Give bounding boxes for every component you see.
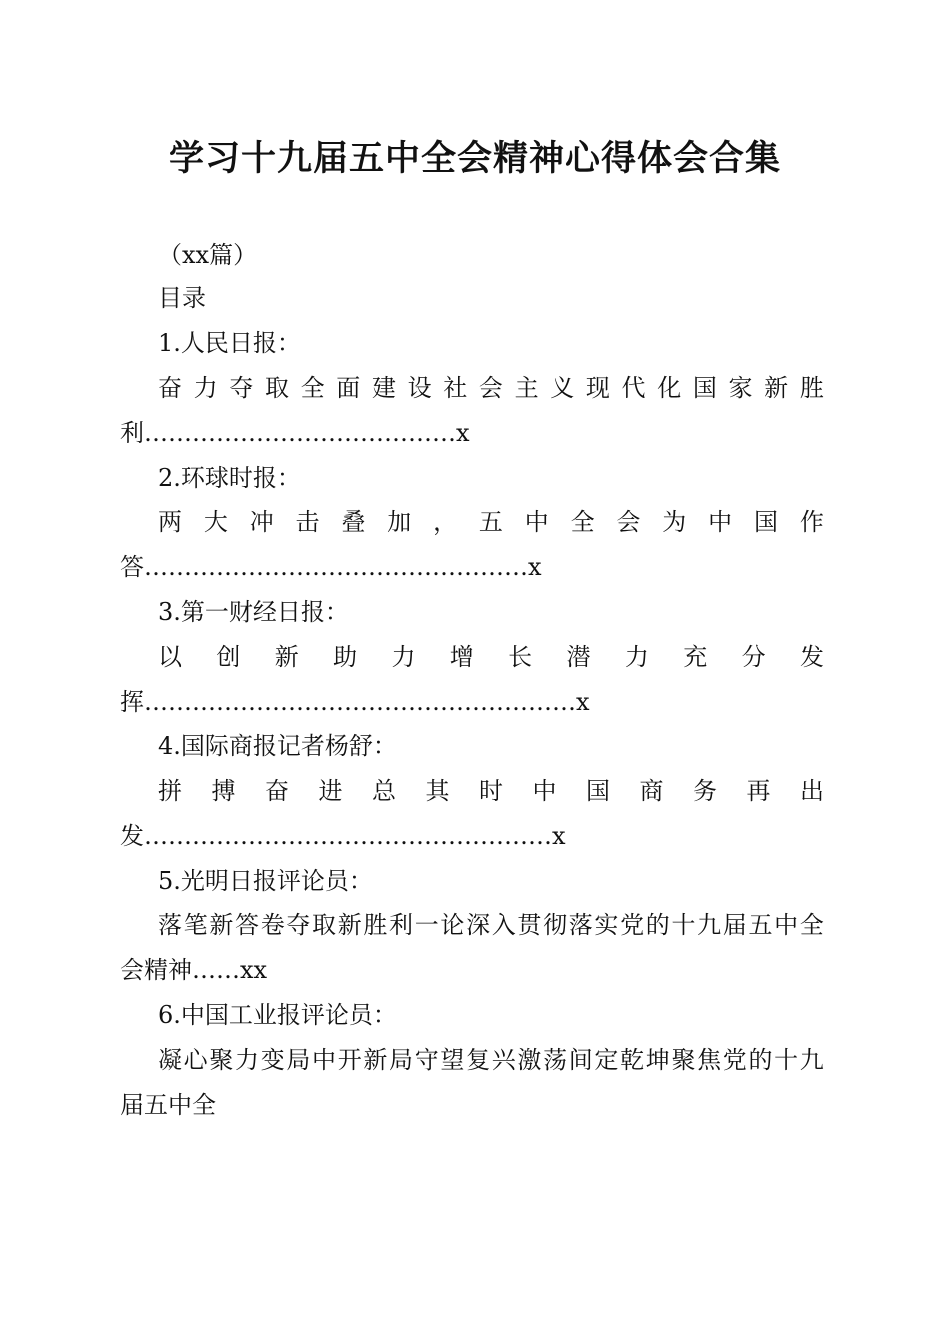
title-char: 务	[693, 777, 717, 805]
title-char: 分	[741, 643, 766, 671]
title-char: 心	[183, 1046, 208, 1074]
title-char: 实	[594, 911, 619, 939]
title-char: 中	[774, 911, 799, 939]
subtitle: （xx篇）	[158, 241, 258, 269]
title-char: 九	[799, 1046, 824, 1074]
title-char: 设	[407, 374, 432, 402]
title-char: 聚	[671, 1046, 696, 1074]
title-char: 总	[372, 777, 396, 805]
title-char: 搏	[211, 777, 236, 805]
toc-entry-5-title-line-1	[158, 908, 824, 942]
title-char: 充	[683, 643, 708, 671]
title-char: 望	[440, 1046, 465, 1074]
title-char: 深	[466, 911, 491, 939]
title-char: 长	[508, 643, 533, 671]
title-char: 贯	[517, 911, 542, 939]
title-char: 变	[260, 1046, 285, 1074]
title-char: 助	[333, 643, 358, 671]
title-char: 叠	[341, 508, 366, 536]
title-char: 论	[440, 911, 465, 939]
title-char: 潜	[566, 643, 591, 671]
title-char: 新	[363, 1046, 388, 1074]
title-char: 会	[616, 508, 641, 536]
title-char: 中	[312, 1046, 337, 1074]
title-char: 夺	[286, 911, 311, 939]
title-char: 开	[337, 1046, 362, 1074]
title-char: 增	[449, 643, 474, 671]
title-char: 笔	[183, 911, 208, 939]
toc-entry-3-title-line-1	[158, 640, 824, 674]
title-char: 党	[722, 1046, 747, 1074]
title-char: 答	[235, 911, 260, 939]
title-char: 冲	[249, 508, 274, 536]
title-char: 代	[621, 374, 646, 402]
title-char: 社	[443, 374, 468, 402]
title-char: 建	[371, 374, 396, 402]
title-char: 大	[203, 508, 228, 536]
toc-entry-2-title-line-1	[158, 505, 824, 539]
toc-entry-1-title-line-2: 利…………………………………x	[120, 419, 470, 447]
title-char: 力	[193, 374, 218, 402]
title-char: 胜	[363, 911, 388, 939]
title-char: 力	[391, 643, 416, 671]
title-char: 届	[722, 911, 747, 939]
title-char: 国	[753, 508, 778, 536]
title-char: 中	[524, 508, 549, 536]
title-char: 复	[466, 1046, 491, 1074]
title-char: 时	[479, 777, 503, 805]
title-char: 国	[692, 374, 717, 402]
title-char: 再	[746, 777, 771, 805]
title-char: 九	[697, 911, 722, 939]
title-char: 面	[336, 374, 361, 402]
title-char: 凝	[158, 1046, 182, 1074]
toc-entry-2-label: 2.环球时报：	[158, 464, 301, 492]
title-char: 全	[570, 508, 595, 536]
title-char: 取	[264, 374, 289, 402]
title-char: 新	[209, 911, 234, 939]
toc-entry-4-title-line-2: 发……………………………………………x	[120, 822, 566, 850]
title-char: 奋	[158, 374, 182, 402]
title-char: 落	[568, 911, 593, 939]
title-char: 奋	[265, 777, 289, 805]
title-char: 为	[662, 508, 687, 536]
title-char: 会	[478, 374, 503, 402]
title-char: 间	[568, 1046, 593, 1074]
title-char: 守	[414, 1046, 439, 1074]
title-char: 的	[645, 911, 670, 939]
title-char: 胜	[799, 374, 824, 402]
toc-entry-4-label: 4.国际商报记者杨舒：	[158, 732, 397, 760]
title-char: 全	[300, 374, 325, 402]
title-char: 力	[624, 643, 649, 671]
title-char: 十	[671, 911, 696, 939]
title-char: 新	[764, 374, 789, 402]
title-char: 取	[312, 911, 337, 939]
toc-entry-4-title-line-1	[158, 774, 824, 808]
toc-entry-5-title-line-2: 会精神……xx	[120, 956, 268, 984]
toc-heading: 目录	[158, 284, 206, 312]
title-char: 局	[389, 1046, 414, 1074]
title-char: 创	[216, 643, 241, 671]
title-char: 两	[158, 508, 182, 536]
title-char: 夺	[229, 374, 254, 402]
title-char: 国	[586, 777, 610, 805]
title-char: 作	[799, 508, 824, 536]
title-char: 其	[425, 777, 450, 805]
title-char: 激	[517, 1046, 542, 1074]
title-char: 兴	[491, 1046, 516, 1074]
title-char: 入	[491, 911, 516, 939]
title-char: 主	[514, 374, 539, 402]
title-char: 击	[295, 508, 320, 536]
title-char: 的	[748, 1046, 773, 1074]
toc-entry-5-label: 5.光明日报评论员：	[158, 867, 373, 895]
document-title: 学习十九届五中全会精神心得体会合集	[168, 138, 781, 179]
title-char: 进	[318, 777, 343, 805]
toc-entry-1-label: 1.人民日报：	[158, 329, 301, 357]
title-char: 乾	[620, 1046, 645, 1074]
title-char: 以	[158, 643, 182, 671]
toc-entry-6-label: 6.中国工业报评论员：	[158, 1001, 397, 1029]
title-char: 党	[620, 911, 645, 939]
title-char: 出	[800, 777, 824, 805]
title-char: 加	[387, 508, 412, 536]
title-char: 新	[274, 643, 299, 671]
title-char: 落	[158, 911, 182, 939]
title-char: 拼	[158, 777, 182, 805]
title-char: 十	[774, 1046, 799, 1074]
title-char: 中	[532, 777, 557, 805]
title-char: 化	[657, 374, 682, 402]
toc-entry-6-title-line-1	[158, 1043, 824, 1077]
toc-entry-2-title-line-2: 答…………………………………………x	[120, 553, 542, 581]
title-char: 卷	[260, 911, 285, 939]
title-char: 彻	[543, 911, 568, 939]
title-char: 家	[728, 374, 753, 402]
toc-entry-3-title-line-2: 挥………………………………………………x	[120, 688, 590, 716]
title-char: 聚	[209, 1046, 234, 1074]
toc-entry-1-title-line-1	[158, 371, 824, 405]
title-char: 全	[799, 911, 824, 939]
title-char: 五	[748, 911, 773, 939]
title-char: 局	[286, 1046, 311, 1074]
title-char: 坤	[645, 1046, 670, 1074]
title-char: 商	[639, 777, 664, 805]
title-char: 荡	[543, 1046, 568, 1074]
title-char: 力	[235, 1046, 260, 1074]
toc-entry-6-title-line-2: 届五中全	[120, 1091, 216, 1119]
title-char: ，	[433, 508, 458, 536]
title-char: 一	[414, 911, 439, 939]
title-char: 新	[337, 911, 362, 939]
title-char: 五	[478, 508, 503, 536]
title-char: 义	[550, 374, 575, 402]
title-char: 焦	[697, 1046, 722, 1074]
toc-entry-3-label: 3.第一财经日报：	[158, 598, 349, 626]
title-char: 定	[594, 1046, 619, 1074]
title-char: 中	[708, 508, 733, 536]
title-char: 利	[389, 911, 414, 939]
title-char: 发	[799, 643, 824, 671]
title-char: 现	[585, 374, 610, 402]
